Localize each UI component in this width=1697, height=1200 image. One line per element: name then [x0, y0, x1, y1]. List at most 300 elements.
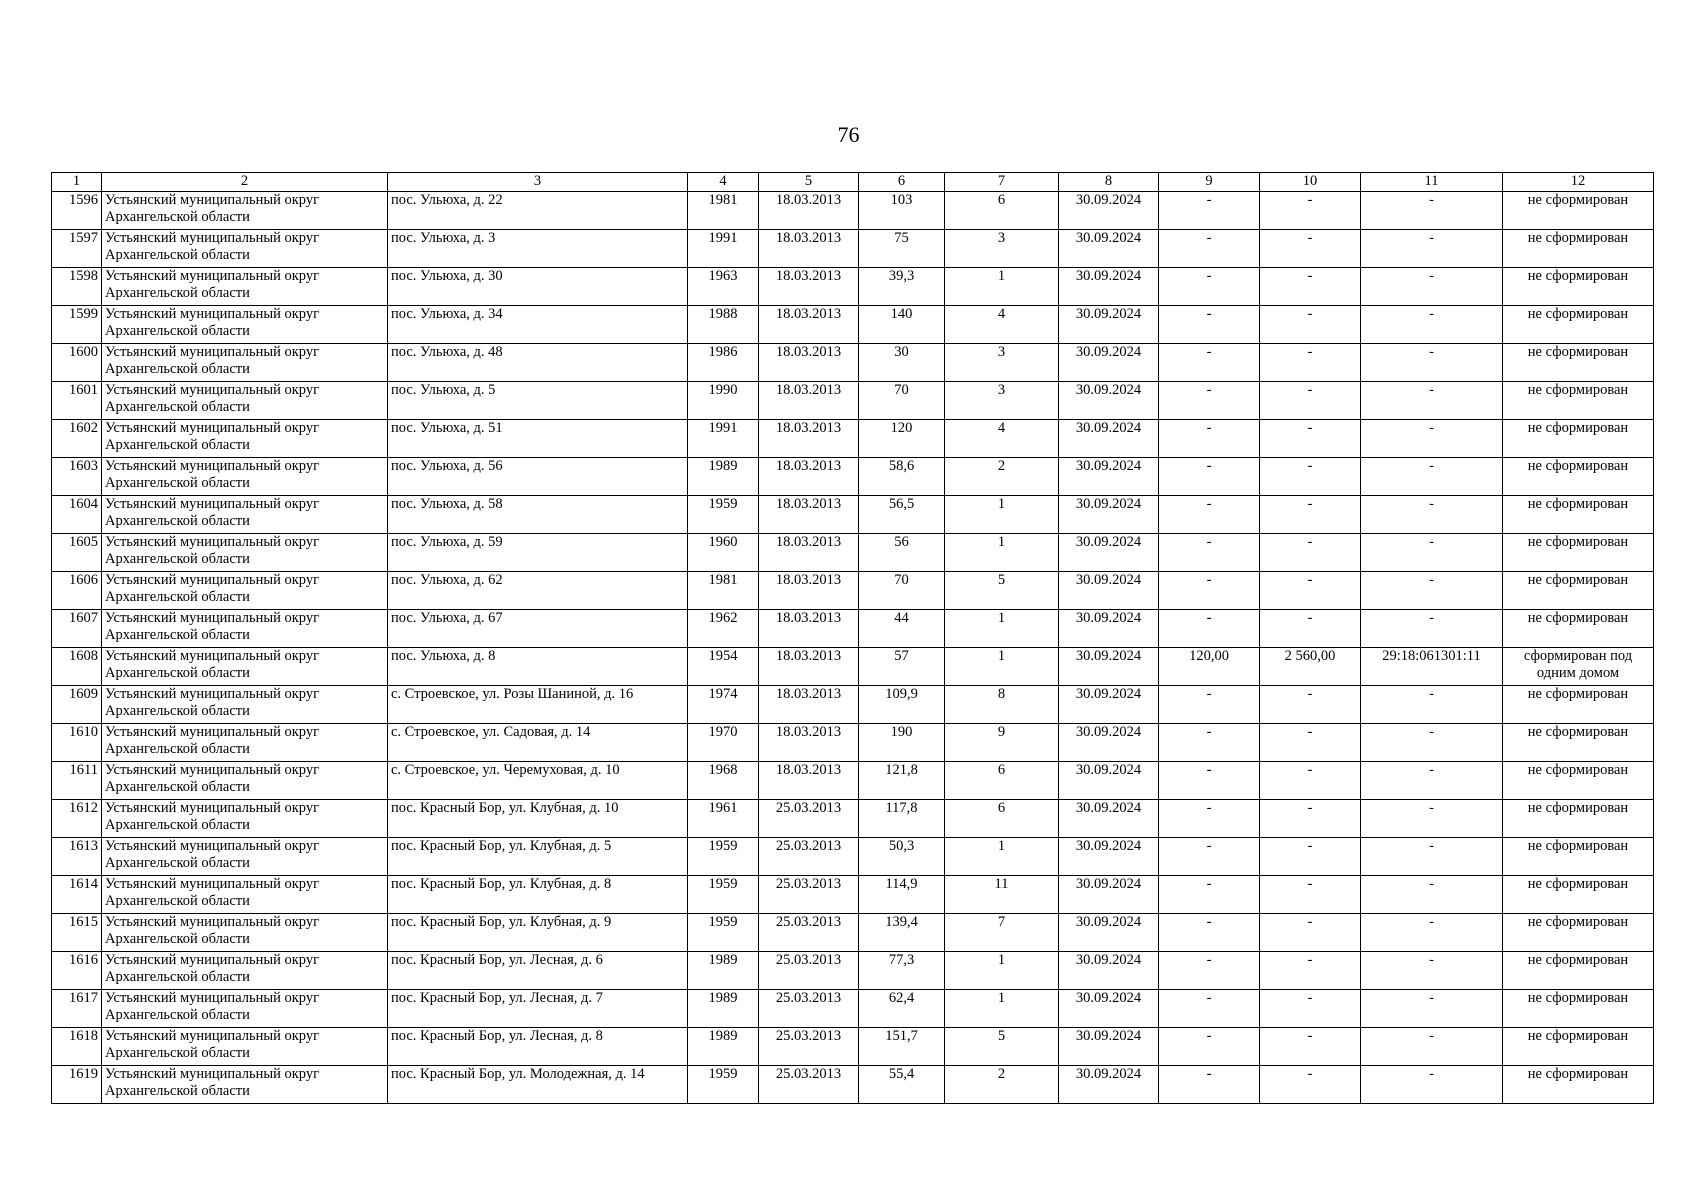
cost-cell: - — [1260, 800, 1361, 838]
date-cell: 18.03.2013 — [759, 420, 859, 458]
column-number-header: 2 — [102, 173, 388, 192]
deadline-date-cell: 30.09.2024 — [1059, 344, 1159, 382]
row-number-cell: 1614 — [52, 876, 102, 914]
land-status-cell: не сформирован — [1503, 496, 1654, 534]
residents-cell: 2 — [945, 458, 1059, 496]
row-number-cell: 1604 — [52, 496, 102, 534]
land-area-cell: - — [1159, 458, 1260, 496]
page-number: 76 — [837, 122, 860, 147]
date-cell: 18.03.2013 — [759, 762, 859, 800]
year-cell: 1989 — [688, 1028, 759, 1066]
cost-cell: - — [1260, 610, 1361, 648]
year-cell: 1959 — [688, 838, 759, 876]
year-cell: 1959 — [688, 496, 759, 534]
residents-cell: 4 — [945, 420, 1059, 458]
year-cell: 1989 — [688, 990, 759, 1028]
cost-cell: - — [1260, 572, 1361, 610]
area-cell: 56,5 — [859, 496, 945, 534]
municipality-cell: Устьянский муниципальный округ Архангельской области — [102, 268, 388, 306]
year-cell: 1988 — [688, 306, 759, 344]
residents-cell: 1 — [945, 648, 1059, 686]
year-cell: 1986 — [688, 344, 759, 382]
cadastral-number-cell: - — [1361, 990, 1503, 1028]
area-cell: 30 — [859, 344, 945, 382]
cost-cell: - — [1260, 762, 1361, 800]
land-status-cell: не сформирован — [1503, 724, 1654, 762]
date-cell: 25.03.2013 — [759, 1066, 859, 1104]
residents-cell: 6 — [945, 762, 1059, 800]
address-cell: пос. Ульюха, д. 3 — [388, 230, 688, 268]
date-cell: 18.03.2013 — [759, 458, 859, 496]
cost-cell: - — [1260, 344, 1361, 382]
year-cell: 1962 — [688, 610, 759, 648]
year-cell: 1959 — [688, 1066, 759, 1104]
deadline-date-cell: 30.09.2024 — [1059, 610, 1159, 648]
municipality-cell: Устьянский муниципальный округ Архангельской области — [102, 610, 388, 648]
municipality-cell: Устьянский муниципальный округ Архангельской области — [102, 534, 388, 572]
cadastral-number-cell: - — [1361, 610, 1503, 648]
deadline-date-cell: 30.09.2024 — [1059, 534, 1159, 572]
cadastral-number-cell: - — [1361, 724, 1503, 762]
cost-cell: - — [1260, 1066, 1361, 1104]
residents-cell: 6 — [945, 192, 1059, 230]
municipality-cell: Устьянский муниципальный округ Архангельской области — [102, 230, 388, 268]
table-row — [52, 1066, 1654, 1104]
table-row — [52, 572, 1654, 610]
address-cell: с. Строевское, ул. Садовая, д. 14 — [388, 724, 688, 762]
residents-cell: 11 — [945, 876, 1059, 914]
table-row — [52, 306, 1654, 344]
municipality-cell: Устьянский муниципальный округ Архангельской области — [102, 838, 388, 876]
row-number-cell: 1600 — [52, 344, 102, 382]
address-cell: пос. Ульюха, д. 34 — [388, 306, 688, 344]
municipality-cell: Устьянский муниципальный округ Архангельской области — [102, 382, 388, 420]
row-number-cell: 1608 — [52, 648, 102, 686]
area-cell: 55,4 — [859, 1066, 945, 1104]
deadline-date-cell: 30.09.2024 — [1059, 876, 1159, 914]
row-number-cell: 1601 — [52, 382, 102, 420]
address-cell: пос. Ульюха, д. 22 — [388, 192, 688, 230]
residents-cell: 6 — [945, 800, 1059, 838]
land-status-cell: сформирован под одним домом — [1503, 648, 1654, 686]
land-area-cell: - — [1159, 496, 1260, 534]
land-area-cell: - — [1159, 838, 1260, 876]
municipality-cell: Устьянский муниципальный округ Архангельской области — [102, 724, 388, 762]
cadastral-number-cell: - — [1361, 952, 1503, 990]
municipality-cell: Устьянский муниципальный округ Архангельской области — [102, 762, 388, 800]
residents-cell: 5 — [945, 572, 1059, 610]
municipality-cell: Устьянский муниципальный округ Архангельской области — [102, 914, 388, 952]
row-number-cell: 1616 — [52, 952, 102, 990]
year-cell: 1959 — [688, 914, 759, 952]
row-number-cell: 1598 — [52, 268, 102, 306]
land-status-cell: не сформирован — [1503, 914, 1654, 952]
deadline-date-cell: 30.09.2024 — [1059, 230, 1159, 268]
municipality-cell: Устьянский муниципальный округ Архангельской области — [102, 990, 388, 1028]
table-row — [52, 268, 1654, 306]
land-status-cell: не сформирован — [1503, 686, 1654, 724]
row-number-cell: 1599 — [52, 306, 102, 344]
residents-cell: 8 — [945, 686, 1059, 724]
land-area-cell: - — [1159, 724, 1260, 762]
land-status-cell: не сформирован — [1503, 838, 1654, 876]
year-cell: 1981 — [688, 192, 759, 230]
date-cell: 18.03.2013 — [759, 610, 859, 648]
land-area-cell: - — [1159, 800, 1260, 838]
residents-cell: 1 — [945, 610, 1059, 648]
residents-cell: 1 — [945, 496, 1059, 534]
date-cell: 18.03.2013 — [759, 686, 859, 724]
land-area-cell: - — [1159, 420, 1260, 458]
land-status-cell: не сформирован — [1503, 344, 1654, 382]
land-status-cell: не сформирован — [1503, 382, 1654, 420]
date-cell: 18.03.2013 — [759, 192, 859, 230]
area-cell: 120 — [859, 420, 945, 458]
area-cell: 50,3 — [859, 838, 945, 876]
deadline-date-cell: 30.09.2024 — [1059, 496, 1159, 534]
housing-registry-table — [51, 172, 1654, 1104]
table-row — [52, 496, 1654, 534]
table-row — [52, 838, 1654, 876]
year-cell: 1960 — [688, 534, 759, 572]
cost-cell: - — [1260, 192, 1361, 230]
land-status-cell: не сформирован — [1503, 952, 1654, 990]
row-number-cell: 1610 — [52, 724, 102, 762]
date-cell: 18.03.2013 — [759, 344, 859, 382]
municipality-cell: Устьянский муниципальный округ Архангельской области — [102, 648, 388, 686]
land-status-cell: не сформирован — [1503, 990, 1654, 1028]
deadline-date-cell: 30.09.2024 — [1059, 1028, 1159, 1066]
column-number-header: 10 — [1260, 173, 1361, 192]
cadastral-number-cell: - — [1361, 572, 1503, 610]
land-area-cell: - — [1159, 534, 1260, 572]
address-cell: пос. Ульюха, д. 58 — [388, 496, 688, 534]
address-cell: пос. Ульюха, д. 48 — [388, 344, 688, 382]
table-row — [52, 458, 1654, 496]
year-cell: 1991 — [688, 420, 759, 458]
cadastral-number-cell: - — [1361, 496, 1503, 534]
address-cell: пос. Красный Бор, ул. Лесная, д. 8 — [388, 1028, 688, 1066]
deadline-date-cell: 30.09.2024 — [1059, 952, 1159, 990]
land-area-cell: - — [1159, 990, 1260, 1028]
cost-cell: - — [1260, 458, 1361, 496]
column-number-header: 5 — [759, 173, 859, 192]
deadline-date-cell: 30.09.2024 — [1059, 1066, 1159, 1104]
municipality-cell: Устьянский муниципальный округ Архангельской области — [102, 952, 388, 990]
table-row — [52, 344, 1654, 382]
row-number-cell: 1605 — [52, 534, 102, 572]
land-area-cell: - — [1159, 876, 1260, 914]
table-row — [52, 192, 1654, 230]
residents-cell: 1 — [945, 268, 1059, 306]
residents-cell: 5 — [945, 1028, 1059, 1066]
row-number-cell: 1607 — [52, 610, 102, 648]
deadline-date-cell: 30.09.2024 — [1059, 838, 1159, 876]
cost-cell: - — [1260, 952, 1361, 990]
area-cell: 62,4 — [859, 990, 945, 1028]
cost-cell: - — [1260, 230, 1361, 268]
column-number-header: 7 — [945, 173, 1059, 192]
land-area-cell: - — [1159, 952, 1260, 990]
land-status-cell: не сформирован — [1503, 458, 1654, 496]
year-cell: 1981 — [688, 572, 759, 610]
area-cell: 70 — [859, 572, 945, 610]
address-cell: пос. Ульюха, д. 56 — [388, 458, 688, 496]
address-cell: пос. Красный Бор, ул. Клубная, д. 8 — [388, 876, 688, 914]
municipality-cell: Устьянский муниципальный округ Архангельской области — [102, 686, 388, 724]
row-number-cell: 1617 — [52, 990, 102, 1028]
municipality-cell: Устьянский муниципальный округ Архангельской области — [102, 800, 388, 838]
cadastral-number-cell: - — [1361, 914, 1503, 952]
row-number-cell: 1611 — [52, 762, 102, 800]
date-cell: 25.03.2013 — [759, 876, 859, 914]
deadline-date-cell: 30.09.2024 — [1059, 420, 1159, 458]
area-cell: 190 — [859, 724, 945, 762]
table-row — [52, 230, 1654, 268]
date-cell: 25.03.2013 — [759, 1028, 859, 1066]
date-cell: 25.03.2013 — [759, 952, 859, 990]
address-cell: пос. Ульюха, д. 30 — [388, 268, 688, 306]
row-number-cell: 1596 — [52, 192, 102, 230]
land-status-cell: не сформирован — [1503, 420, 1654, 458]
cadastral-number-cell: - — [1361, 420, 1503, 458]
row-number-cell: 1619 — [52, 1066, 102, 1104]
cadastral-number-cell: - — [1361, 686, 1503, 724]
cost-cell: - — [1260, 306, 1361, 344]
cadastral-number-cell: - — [1361, 838, 1503, 876]
land-status-cell: не сформирован — [1503, 572, 1654, 610]
table-row — [52, 648, 1654, 686]
land-status-cell: не сформирован — [1503, 876, 1654, 914]
area-cell: 109,9 — [859, 686, 945, 724]
date-cell: 25.03.2013 — [759, 914, 859, 952]
address-cell: пос. Ульюха, д. 8 — [388, 648, 688, 686]
area-cell: 114,9 — [859, 876, 945, 914]
cost-cell: 2 560,00 — [1260, 648, 1361, 686]
year-cell: 1970 — [688, 724, 759, 762]
table-row — [52, 420, 1654, 458]
address-cell: с. Строевское, ул. Черемуховая, д. 10 — [388, 762, 688, 800]
land-area-cell: - — [1159, 306, 1260, 344]
column-number-header: 1 — [52, 173, 102, 192]
area-cell: 70 — [859, 382, 945, 420]
cadastral-number-cell: - — [1361, 306, 1503, 344]
land-status-cell: не сформирован — [1503, 268, 1654, 306]
cost-cell: - — [1260, 838, 1361, 876]
date-cell: 18.03.2013 — [759, 306, 859, 344]
row-number-cell: 1612 — [52, 800, 102, 838]
residents-cell: 1 — [945, 838, 1059, 876]
row-number-cell: 1602 — [52, 420, 102, 458]
deadline-date-cell: 30.09.2024 — [1059, 990, 1159, 1028]
date-cell: 18.03.2013 — [759, 496, 859, 534]
municipality-cell: Устьянский муниципальный округ Архангельской области — [102, 1066, 388, 1104]
row-number-cell: 1615 — [52, 914, 102, 952]
deadline-date-cell: 30.09.2024 — [1059, 648, 1159, 686]
deadline-date-cell: 30.09.2024 — [1059, 268, 1159, 306]
cadastral-number-cell: - — [1361, 382, 1503, 420]
residents-cell: 1 — [945, 952, 1059, 990]
table-header-row — [52, 173, 1654, 192]
area-cell: 117,8 — [859, 800, 945, 838]
municipality-cell: Устьянский муниципальный округ Архангельской области — [102, 458, 388, 496]
table-row — [52, 876, 1654, 914]
cadastral-number-cell: - — [1361, 344, 1503, 382]
address-cell: пос. Красный Бор, ул. Клубная, д. 5 — [388, 838, 688, 876]
table-row — [52, 534, 1654, 572]
area-cell: 39,3 — [859, 268, 945, 306]
land-status-cell: не сформирован — [1503, 230, 1654, 268]
address-cell: пос. Ульюха, д. 5 — [388, 382, 688, 420]
cadastral-number-cell: - — [1361, 800, 1503, 838]
deadline-date-cell: 30.09.2024 — [1059, 800, 1159, 838]
row-number-cell: 1618 — [52, 1028, 102, 1066]
area-cell: 44 — [859, 610, 945, 648]
cost-cell: - — [1260, 420, 1361, 458]
area-cell: 57 — [859, 648, 945, 686]
cost-cell: - — [1260, 724, 1361, 762]
cadastral-number-cell: - — [1361, 762, 1503, 800]
year-cell: 1961 — [688, 800, 759, 838]
area-cell: 58,6 — [859, 458, 945, 496]
land-area-cell: - — [1159, 686, 1260, 724]
area-cell: 56 — [859, 534, 945, 572]
table-row — [52, 990, 1654, 1028]
address-cell: с. Строевское, ул. Розы Шаниной, д. 16 — [388, 686, 688, 724]
land-area-cell: - — [1159, 344, 1260, 382]
column-number-header: 3 — [388, 173, 688, 192]
row-number-cell: 1606 — [52, 572, 102, 610]
residents-cell: 1 — [945, 990, 1059, 1028]
date-cell: 18.03.2013 — [759, 648, 859, 686]
address-cell: пос. Красный Бор, ул. Лесная, д. 6 — [388, 952, 688, 990]
cost-cell: - — [1260, 876, 1361, 914]
column-number-header: 11 — [1361, 173, 1503, 192]
address-cell: пос. Красный Бор, ул. Молодежная, д. 14 — [388, 1066, 688, 1104]
deadline-date-cell: 30.09.2024 — [1059, 686, 1159, 724]
column-number-header: 6 — [859, 173, 945, 192]
date-cell: 25.03.2013 — [759, 838, 859, 876]
deadline-date-cell: 30.09.2024 — [1059, 306, 1159, 344]
address-cell: пос. Красный Бор, ул. Клубная, д. 10 — [388, 800, 688, 838]
residents-cell: 4 — [945, 306, 1059, 344]
municipality-cell: Устьянский муниципальный округ Архангельской области — [102, 1028, 388, 1066]
residents-cell: 3 — [945, 230, 1059, 268]
year-cell: 1974 — [688, 686, 759, 724]
land-area-cell: - — [1159, 610, 1260, 648]
cost-cell: - — [1260, 268, 1361, 306]
column-number-header: 8 — [1059, 173, 1159, 192]
land-area-cell: - — [1159, 268, 1260, 306]
year-cell: 1991 — [688, 230, 759, 268]
table-row — [52, 800, 1654, 838]
address-cell: пос. Красный Бор, ул. Клубная, д. 9 — [388, 914, 688, 952]
row-number-cell: 1597 — [52, 230, 102, 268]
row-number-cell: 1609 — [52, 686, 102, 724]
land-area-cell: - — [1159, 914, 1260, 952]
land-area-cell: - — [1159, 572, 1260, 610]
land-area-cell: - — [1159, 1066, 1260, 1104]
area-cell: 151,7 — [859, 1028, 945, 1066]
cost-cell: - — [1260, 496, 1361, 534]
year-cell: 1989 — [688, 458, 759, 496]
table-row — [52, 724, 1654, 762]
year-cell: 1959 — [688, 876, 759, 914]
deadline-date-cell: 30.09.2024 — [1059, 914, 1159, 952]
deadline-date-cell: 30.09.2024 — [1059, 762, 1159, 800]
date-cell: 18.03.2013 — [759, 268, 859, 306]
table-row — [52, 610, 1654, 648]
area-cell: 140 — [859, 306, 945, 344]
address-cell: пос. Ульюха, д. 51 — [388, 420, 688, 458]
municipality-cell: Устьянский муниципальный округ Архангельской области — [102, 876, 388, 914]
cadastral-number-cell: - — [1361, 876, 1503, 914]
municipality-cell: Устьянский муниципальный округ Архангельской области — [102, 572, 388, 610]
column-number-header: 9 — [1159, 173, 1260, 192]
land-area-cell: - — [1159, 382, 1260, 420]
land-area-cell: - — [1159, 1028, 1260, 1066]
municipality-cell: Устьянский муниципальный округ Архангельской области — [102, 496, 388, 534]
area-cell: 77,3 — [859, 952, 945, 990]
land-status-cell: не сформирован — [1503, 1066, 1654, 1104]
land-status-cell: не сформирован — [1503, 1028, 1654, 1066]
date-cell: 18.03.2013 — [759, 572, 859, 610]
row-number-cell: 1613 — [52, 838, 102, 876]
land-status-cell: не сформирован — [1503, 192, 1654, 230]
cadastral-number-cell: - — [1361, 230, 1503, 268]
table-row — [52, 686, 1654, 724]
cost-cell: - — [1260, 990, 1361, 1028]
municipality-cell: Устьянский муниципальный округ Архангельской области — [102, 192, 388, 230]
land-status-cell: не сформирован — [1503, 610, 1654, 648]
year-cell: 1954 — [688, 648, 759, 686]
residents-cell: 2 — [945, 1066, 1059, 1104]
municipality-cell: Устьянский муниципальный округ Архангельской области — [102, 306, 388, 344]
cadastral-number-cell: - — [1361, 534, 1503, 572]
land-status-cell: не сформирован — [1503, 534, 1654, 572]
cost-cell: - — [1260, 534, 1361, 572]
cadastral-number-cell: - — [1361, 458, 1503, 496]
cadastral-number-cell: - — [1361, 1066, 1503, 1104]
land-area-cell: - — [1159, 230, 1260, 268]
residents-cell: 7 — [945, 914, 1059, 952]
table-row — [52, 762, 1654, 800]
table-row — [52, 952, 1654, 990]
cadastral-number-cell: - — [1361, 192, 1503, 230]
municipality-cell: Устьянский муниципальный округ Архангельской области — [102, 344, 388, 382]
area-cell: 139,4 — [859, 914, 945, 952]
deadline-date-cell: 30.09.2024 — [1059, 382, 1159, 420]
deadline-date-cell: 30.09.2024 — [1059, 724, 1159, 762]
year-cell: 1963 — [688, 268, 759, 306]
address-cell: пос. Красный Бор, ул. Лесная, д. 7 — [388, 990, 688, 1028]
date-cell: 18.03.2013 — [759, 534, 859, 572]
column-number-header: 12 — [1503, 173, 1654, 192]
residents-cell: 1 — [945, 534, 1059, 572]
deadline-date-cell: 30.09.2024 — [1059, 572, 1159, 610]
address-cell: пос. Ульюха, д. 67 — [388, 610, 688, 648]
cost-cell: - — [1260, 914, 1361, 952]
residents-cell: 3 — [945, 382, 1059, 420]
date-cell: 25.03.2013 — [759, 800, 859, 838]
date-cell: 18.03.2013 — [759, 230, 859, 268]
cadastral-number-cell: - — [1361, 268, 1503, 306]
land-status-cell: не сформирован — [1503, 762, 1654, 800]
table-row — [52, 382, 1654, 420]
date-cell: 25.03.2013 — [759, 990, 859, 1028]
table-body — [52, 173, 1654, 1104]
municipality-cell: Устьянский муниципальный округ Архангельской области — [102, 420, 388, 458]
